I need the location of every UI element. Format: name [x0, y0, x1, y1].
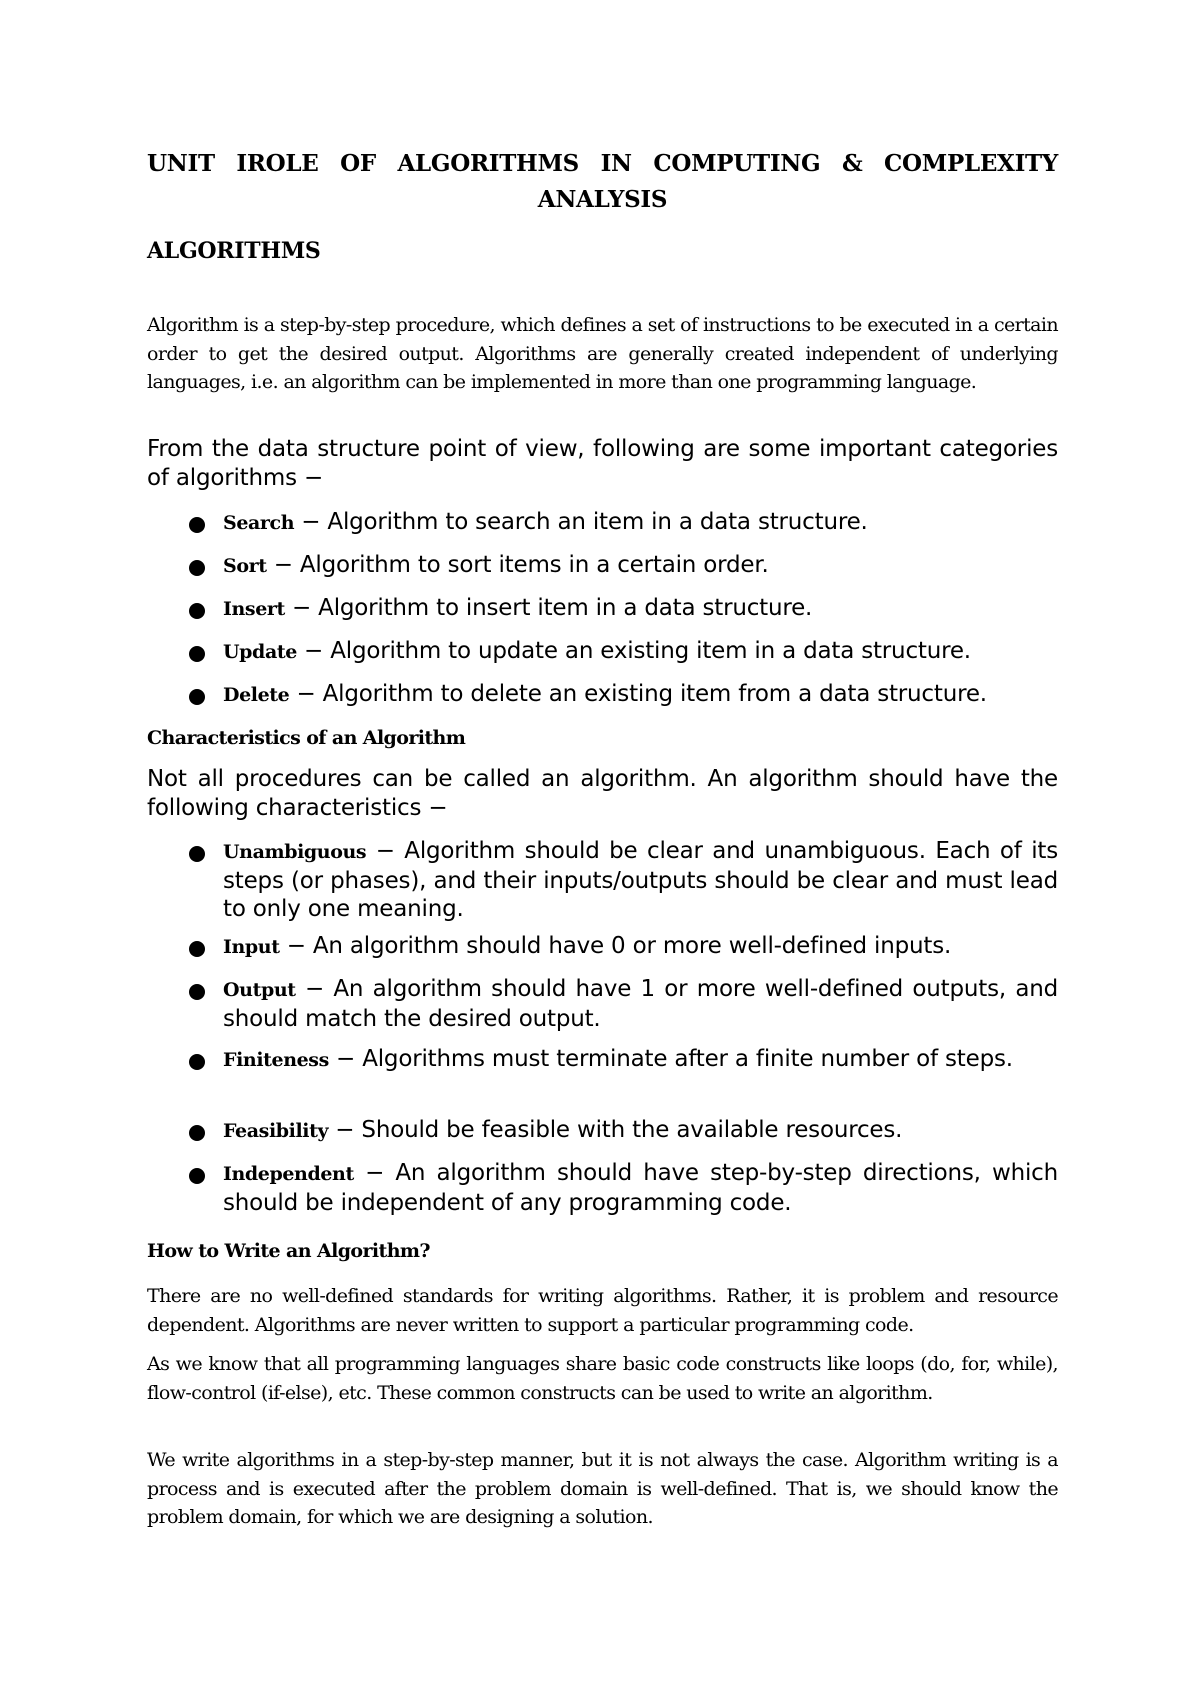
- category-term: Sort: [223, 555, 267, 577]
- category-desc: − Algorithm to sort items in a certain order.: [266, 552, 769, 578]
- characteristic-term: Feasibility: [223, 1120, 329, 1142]
- bullet-icon: [189, 846, 205, 862]
- how-to-heading: How to Write an Algorithm?: [147, 1240, 430, 1262]
- characteristics-heading: Characteristics of an Algorithm: [147, 727, 466, 749]
- characteristic-desc: − Algorithms must terminate after a finite number of steps.: [328, 1046, 1013, 1072]
- how-to-paragraph: We write algorithms in a step-by-step manner, but it is not always the case. Algorithm writing is a process and is executed after the problem domain is well-defined. That is, we should know the problem domain, for which we are designing a solution.: [147, 1449, 1058, 1528]
- list-item: [147, 932, 1058, 975]
- list-item: [147, 508, 1058, 551]
- bullet-icon: [189, 984, 205, 1000]
- bullet-icon: [189, 1054, 205, 1070]
- unit-label: UNIT I: [147, 150, 247, 177]
- characteristic-desc: − Algorithm should be clear and unambiguous. Each of its steps (or phases), and their inputs/outputs should be clear and must lead to only one meaning.: [223, 838, 1058, 922]
- characteristic-desc: − Should be feasible with the available resources.: [328, 1117, 903, 1143]
- list-item: [147, 594, 1058, 637]
- category-desc: − Algorithm to insert item in a data structure.: [284, 595, 813, 621]
- list-item: [147, 1045, 1058, 1116]
- section-heading: ALGORITHMS: [147, 238, 321, 264]
- category-term: Update: [223, 641, 297, 663]
- category-desc: − Algorithm to delete an existing item from a data structure.: [289, 681, 987, 707]
- bullet-icon: [189, 603, 205, 619]
- category-term: Insert: [223, 598, 285, 620]
- list-item: [147, 551, 1058, 594]
- category-term: Search: [223, 512, 295, 534]
- how-to-paragraph: There are no well-defined standards for writing algorithms. Rather, it is problem and resource dependent. Algorithms are never written to support a particular programming code.: [147, 1285, 1058, 1336]
- how-to-paragraph: As we know that all programming languages share basic code constructs like loops (do, for, while), flow-control (if-else), etc. These common constructs can be used to write an algorithm.: [147, 1353, 1058, 1404]
- bullet-icon: [189, 941, 205, 957]
- bullet-icon: [189, 517, 205, 533]
- category-desc: − Algorithm to update an existing item in a data structure.: [296, 638, 971, 664]
- unit-title-continued: ANALYSIS: [537, 186, 668, 213]
- categories-intro: From the data structure point of view, following are some important categories of algorithms −: [147, 436, 1058, 491]
- list-item: [147, 837, 1058, 932]
- unit-title-text: ROLE OF ALGORITHMS IN COMPUTING & COMPLEXITY: [246, 150, 1058, 177]
- category-desc: − Algorithm to search an item in a data structure.: [294, 509, 868, 535]
- algorithm-definition-paragraph: Algorithm is a step-by-step procedure, which defines a set of instructions to be executed in a certain order to get the desired output. Algorithms are generally created independent of underlying languages, i.e. an algorithm can be implemented in more than one programming language.: [147, 314, 1058, 393]
- bullet-icon: [189, 689, 205, 705]
- characteristic-term: Independent: [223, 1163, 354, 1185]
- characteristic-desc: − An algorithm should have 0 or more well-defined inputs.: [279, 933, 952, 959]
- characteristic-term: Unambiguous: [223, 841, 367, 863]
- categories-list: [147, 508, 1058, 723]
- list-item: [147, 975, 1058, 1045]
- characteristic-term: Input: [223, 936, 280, 958]
- characteristic-desc: − An algorithm should have 1 or more well-defined outputs, and should match the desired output.: [223, 976, 1058, 1032]
- bullet-icon: [189, 1168, 205, 1184]
- bullet-icon: [189, 646, 205, 662]
- list-item: [147, 680, 1058, 723]
- list-item: [147, 637, 1058, 680]
- bullet-icon: [189, 560, 205, 576]
- characteristics-intro: Not all procedures can be called an algorithm. An algorithm should have the following characteristics −: [147, 766, 1058, 821]
- unit-title: [147, 150, 1058, 177]
- bullet-icon: [189, 1125, 205, 1141]
- characteristic-desc: − An algorithm should have step-by-step directions, which should be independent of any programming code.: [223, 1160, 1058, 1216]
- category-term: Delete: [223, 684, 290, 706]
- list-item: [147, 1159, 1058, 1219]
- list-item: [147, 1116, 1058, 1159]
- characteristic-term: Finiteness: [223, 1049, 329, 1071]
- characteristics-list: [147, 837, 1058, 1219]
- characteristic-term: Output: [223, 979, 296, 1001]
